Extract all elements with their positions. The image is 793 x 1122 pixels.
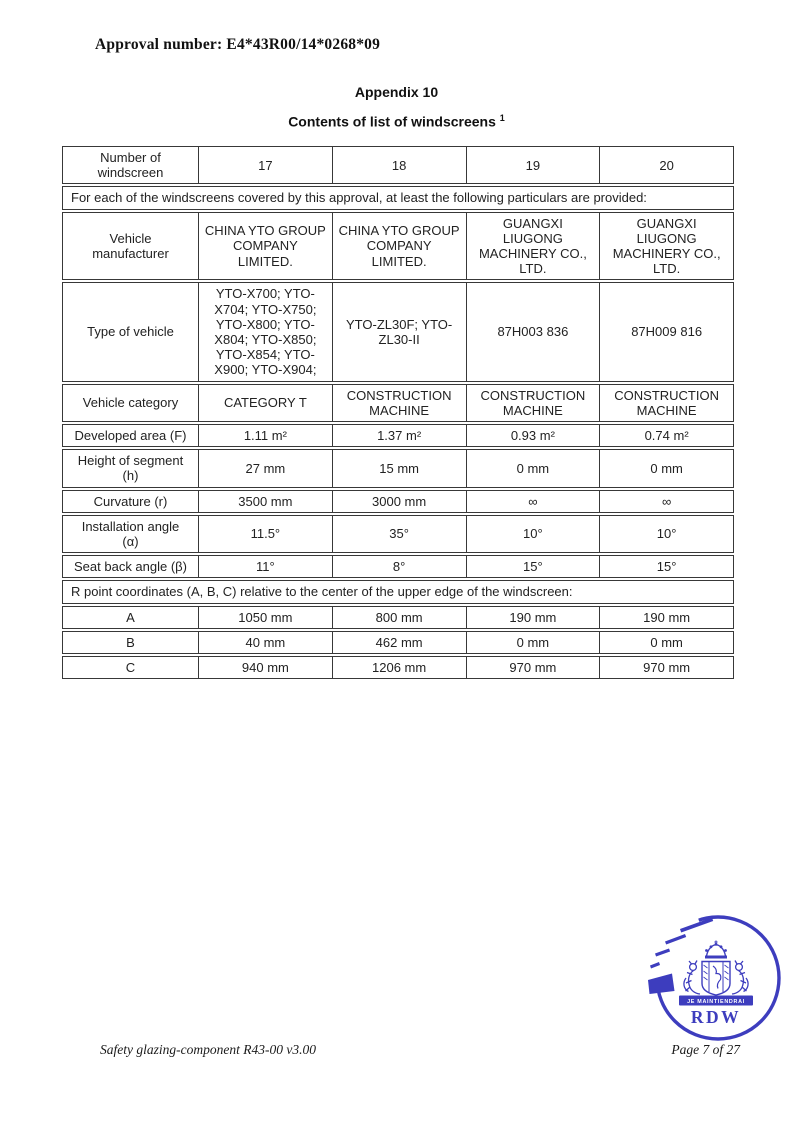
cell-value: 0.74 m² <box>599 425 733 446</box>
cell-value: 0.93 m² <box>466 425 600 446</box>
rdw-motto: JE MAINTIENDRAI <box>687 999 745 1005</box>
cell-value: 27 mm <box>198 450 332 486</box>
table-note: For each of the windscreens covered by this approval, at least the following particulars are provided: <box>71 190 647 206</box>
cell-value: 15° <box>599 556 733 577</box>
cell-value: 8° <box>332 556 466 577</box>
column-header: 17 <box>198 147 332 183</box>
cell-value: CONSTRUCTION MACHINE <box>332 385 466 421</box>
cell-value: 3000 mm <box>332 491 466 512</box>
cell-value: CONSTRUCTION MACHINE <box>599 385 733 421</box>
cell-value: 970 mm <box>599 657 733 678</box>
cell-value: 1206 mm <box>332 657 466 678</box>
row-label: Curvature (r) <box>93 493 168 509</box>
crown-icon <box>705 941 727 959</box>
cell-value: 462 mm <box>332 632 466 653</box>
footer-document-version: Safety glazing-component R43-00 v3.00 <box>100 1042 316 1057</box>
table-row-curvature <box>62 490 734 513</box>
cell-value: 15 mm <box>332 450 466 486</box>
cell-value: 0 mm <box>466 450 600 486</box>
page-title-text: Contents of list of windscreens <box>288 113 496 130</box>
table-row-vehicle-category <box>62 384 734 422</box>
table-row-coordinate-a <box>62 606 734 629</box>
r-point-note-row <box>62 580 734 603</box>
approval-number: Approval number: E4*43R00/14*0268*09 <box>95 36 381 53</box>
row-label: Installation angle (α) <box>81 518 180 550</box>
cell-value: 0 mm <box>599 450 733 486</box>
table-row-height-of-segment <box>62 449 734 487</box>
row-label: Height of segment (h) <box>77 453 184 484</box>
cell-value: CHINA YTO GROUP COMPANY LIMITED. <box>332 213 466 280</box>
cell-value: 940 mm <box>198 657 332 678</box>
table-row-vehicle-manufacturer <box>62 212 734 281</box>
cell-value: 11.5° <box>198 516 332 552</box>
column-header-label: Number of windscreen <box>97 150 164 181</box>
cell-value: 190 mm <box>466 607 600 628</box>
row-label: C <box>125 660 136 676</box>
page-title-footnote-ref: 1 <box>499 113 505 123</box>
cell-value: 0 mm <box>466 632 600 653</box>
cell-value: GUANGXI LIUGONG MACHINERY CO., LTD. <box>466 213 600 280</box>
rdw-stamp-icon <box>646 908 790 1050</box>
r-point-note: R point coordinates (A, B, C) relative to the center of the upper edge of the windscreen: <box>71 584 573 600</box>
table-row-installation-angle <box>62 515 734 553</box>
cell-value: 0 mm <box>599 632 733 653</box>
table-row-coordinate-b <box>62 631 734 654</box>
cell-value: 190 mm <box>599 607 733 628</box>
cell-value: 800 mm <box>332 607 466 628</box>
row-label: Seat back angle (β) <box>74 559 187 575</box>
row-label: Vehicle manufacturer <box>92 230 169 262</box>
row-label: Developed area (F) <box>74 428 187 444</box>
cell-value: YTO-X700; YTO-X704; YTO-X750; YTO-X800; YTO-X804; YTO-X850; YTO-X854; YTO-X900; YTO-X904; <box>198 283 332 380</box>
cell-value: YTO-ZL30F; YTO-ZL30-II <box>332 283 466 380</box>
table-header-row <box>62 146 734 184</box>
page-title <box>0 113 793 130</box>
rdw-logo <box>646 908 790 1050</box>
table-row-type-of-vehicle <box>62 282 734 381</box>
column-header: 20 <box>599 147 733 183</box>
cell-value: 10° <box>599 516 733 552</box>
column-header: 19 <box>466 147 600 183</box>
row-label: Type of vehicle <box>87 324 174 340</box>
cell-value: 1.11 m² <box>198 425 332 446</box>
appendix-title: Appendix 10 <box>354 84 439 100</box>
table-row-seat-back-angle <box>62 555 734 578</box>
cell-value: 970 mm <box>466 657 600 678</box>
cell-value: CATEGORY T <box>198 385 332 421</box>
windscreen-table <box>62 146 734 679</box>
motto-banner <box>679 996 753 1006</box>
cell-value: 87H003 836 <box>466 283 600 380</box>
column-header: 18 <box>332 147 466 183</box>
cell-value: 15° <box>466 556 600 577</box>
cell-value: 40 mm <box>198 632 332 653</box>
row-label: Vehicle category <box>82 395 179 411</box>
table-row-developed-area <box>62 424 734 447</box>
shield-icon <box>702 962 730 996</box>
cell-value: CHINA YTO GROUP COMPANY LIMITED. <box>198 213 332 280</box>
table-row-coordinate-c <box>62 656 734 679</box>
cell-value: CONSTRUCTION MACHINE <box>466 385 600 421</box>
cell-value: 35° <box>332 516 466 552</box>
table-note-row <box>62 186 734 209</box>
cell-value: ∞ <box>599 491 733 512</box>
cell-value: GUANGXI LIUGONG MACHINERY CO., LTD. <box>599 213 733 280</box>
row-label: B <box>126 634 135 650</box>
cell-value: 10° <box>466 516 600 552</box>
cell-value: 1050 mm <box>198 607 332 628</box>
cell-value: ∞ <box>466 491 600 512</box>
row-label: A <box>126 609 135 625</box>
cell-value: 11° <box>198 556 332 577</box>
lion-right-icon <box>732 961 748 995</box>
cell-value: 87H009 816 <box>599 283 733 380</box>
rdw-wordmark: RDW <box>690 1007 742 1027</box>
footer-page-number: Page 7 of 27 <box>671 1042 740 1057</box>
cell-value: 1.37 m² <box>332 425 466 446</box>
cell-value: 3500 mm <box>198 491 332 512</box>
